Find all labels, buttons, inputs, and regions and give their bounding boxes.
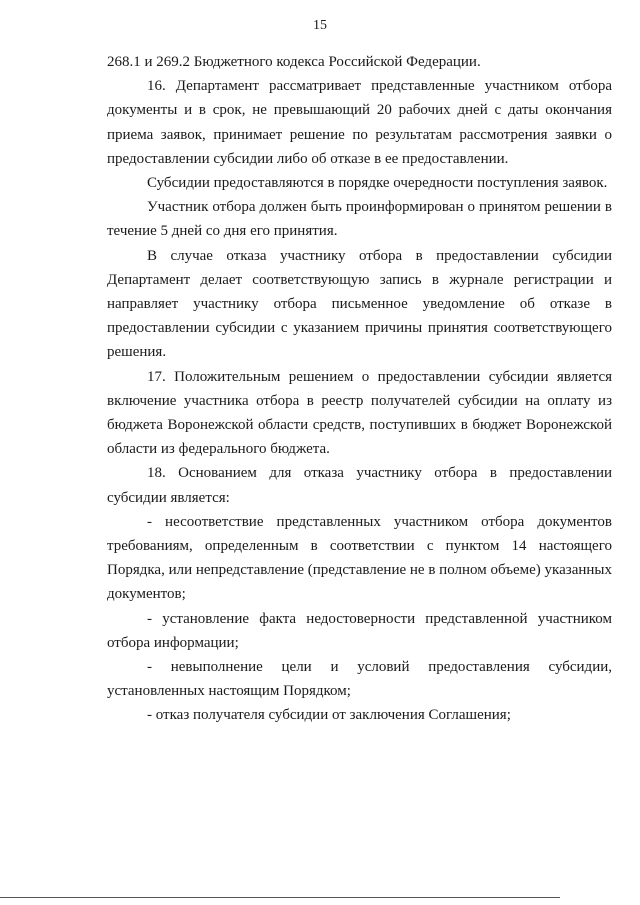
page-number: 15	[313, 18, 327, 33]
list-item-noncompliance: - несоответствие представленных участником отбора документов требованиям, определенным в соответствии с пунктом 14 настоящего Порядка, или непредставление (представление не в полном объеме) указанных документов;	[107, 513, 612, 603]
paragraph-refusal-case: В случае отказа участнику отбора в предоставлении субсидии Департамент делает соответствующую запись в журнале регистрации и направляет участнику отбора письменное уведомление об отказе в предоставлении субсидии с указанием причины принятия соответствующего решения.	[107, 247, 612, 361]
paragraph-16: 16. Департамент рассматривает представленные участником отбора документы и в срок, не превышающий 20 рабочих дней с даты окончания приема заявок, принимает решение по результатам рассмотрения заявки о предоставлении субсидии либо об отказе в ее предоставлении.	[107, 78, 612, 167]
paragraph-18: 18. Основанием для отказа участнику отбора в предоставлении субсидии является:	[107, 465, 612, 506]
paragraph-17: 17. Положительным решением о предоставлении субсидии является включение участника отбора в реестр получателей субсидии на оплату из бюджета Воронежской области средств, поступивших в бюджет Воронежской области из федерального бюджета.	[107, 368, 612, 458]
paragraph-budget-code-ref: 268.1 и 269.2 Бюджетного кодекса Российской Федерации.	[107, 54, 481, 70]
list-item-nonfulfillment: - невыполнение цели и условий предоставления субсидии, установленных настоящим Порядком;	[107, 659, 612, 700]
paragraph-order-of-receipt: Субсидии предоставляются в порядке очередности поступления заявок.	[147, 175, 608, 192]
paragraph-notification: Участник отбора должен быть проинформирован о принятом решении в течение 5 дней со дня его принятия.	[107, 199, 612, 240]
document-body	[107, 50, 612, 728]
list-item-agreement-refusal: - отказ получателя субсидии от заключения Соглашения;	[147, 707, 511, 724]
list-item-false-information: - установление факта недостоверности представленной участником отбора информации;	[107, 610, 612, 651]
footer-rule	[0, 897, 560, 898]
